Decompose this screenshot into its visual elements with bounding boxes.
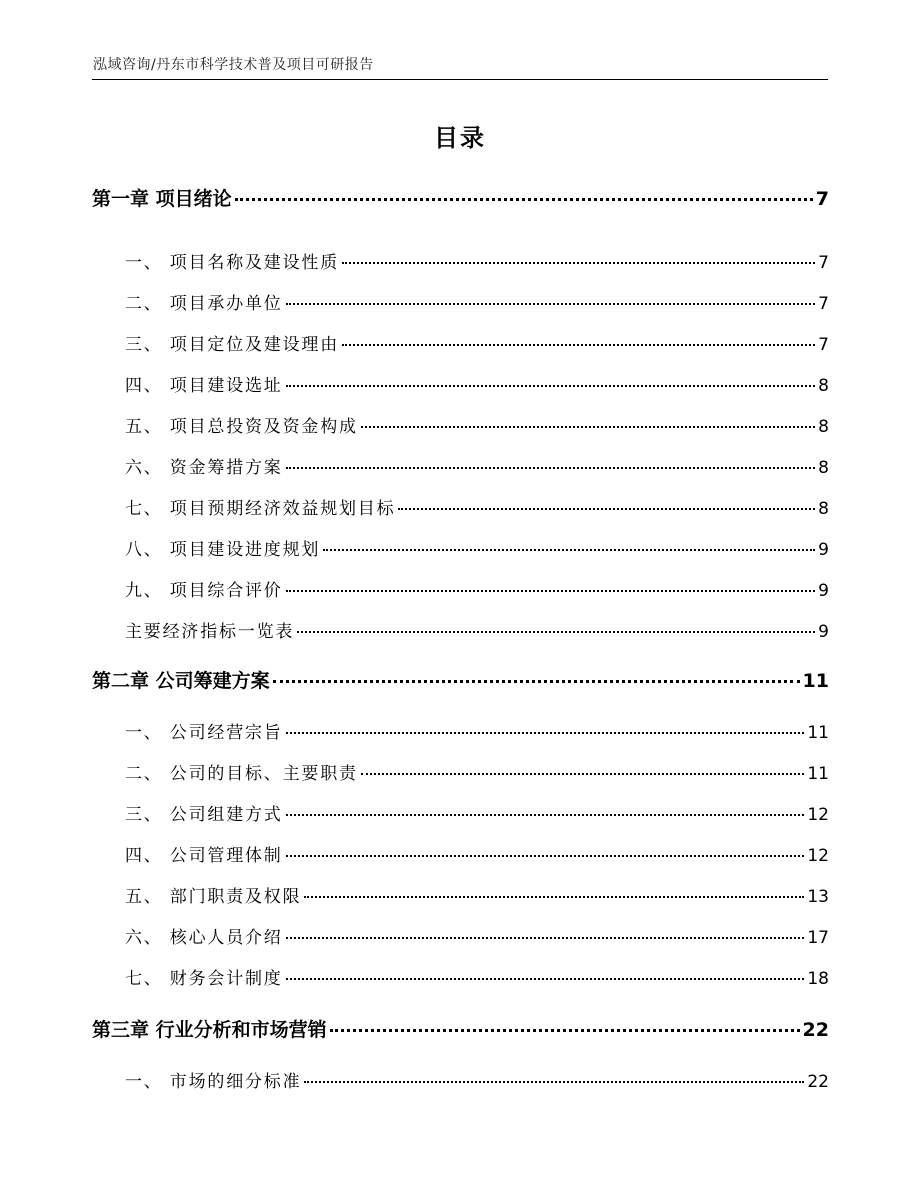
dot-leader [304,1081,804,1083]
dot-leader [235,198,813,201]
toc-entry-label: 六、 核心人员介绍 [125,928,283,948]
toc-entry-label: 三、 项目定位及建设理由 [125,335,340,355]
toc-entry-label: 八、 项目建设进度规划 [125,540,321,560]
toc-section-entry[interactable] [125,289,829,314]
dot-leader [342,262,815,264]
dot-leader [323,549,815,551]
toc-section-entry[interactable] [125,248,829,273]
toc-entry-label: 第三章 行业分析和市场营销 [92,1019,327,1041]
toc-page-number: 7 [818,335,829,355]
toc-section-entry[interactable] [125,576,829,601]
toc-page-number: 9 [818,622,829,642]
toc-section-entry[interactable] [125,841,829,866]
toc-entry-label: 第一章 项目绪论 [92,188,232,210]
toc-section-entry[interactable] [125,718,829,743]
toc-entry-label: 五、 项目总投资及资金构成 [125,417,358,437]
toc-section-entry[interactable] [125,330,829,355]
dot-leader [342,344,815,346]
toc-entry-label: 七、 项目预期经济效益规划目标 [125,499,396,519]
toc-section-entry[interactable] [125,494,829,519]
toc-entry-label: 一、 公司经营宗旨 [125,723,283,743]
toc-section-entry[interactable] [125,535,829,560]
toc-section-entry[interactable] [125,1067,829,1092]
toc-section-entry[interactable] [125,964,829,989]
dot-leader [286,855,805,857]
toc-section-entry[interactable] [125,453,829,478]
toc-page-number: 12 [807,846,829,866]
toc-entry-label: 三、 公司组建方式 [125,805,283,825]
toc-entry-label: 二、 公司的目标、主要职责 [125,764,358,784]
toc-page-number: 7 [818,294,829,314]
toc-entry-label: 五、 部门职责及权限 [125,887,302,907]
toc-page-number: 18 [807,969,829,989]
toc-entry-label: 一、 项目名称及建设性质 [125,253,340,273]
toc-page-number: 11 [807,723,829,743]
toc-entry-label: 七、 财务会计制度 [125,969,283,989]
toc-page-number: 8 [818,417,829,437]
toc-section-entry[interactable] [125,882,829,907]
page-title: 目录 [434,124,486,152]
running-header: 泓域咨询/丹东市科学技术普及项目可研报告 [93,57,374,73]
toc-page-number: 13 [807,887,829,907]
dot-leader [286,385,816,387]
toc-page-number: 22 [802,1019,829,1041]
toc-page-number: 11 [802,670,829,692]
toc-chapter-entry[interactable] [92,1015,829,1042]
toc-entry-label: 九、 项目综合评价 [125,581,283,601]
toc-entry-label: 六、 资金筹措方案 [125,458,283,478]
toc-entry-label: 一、 市场的细分标准 [125,1072,302,1092]
dot-leader [361,426,815,428]
dot-leader [361,773,805,775]
toc-page-number: 12 [807,805,829,825]
dot-leader [304,896,804,898]
toc-section-entry[interactable] [125,412,829,437]
dot-leader [286,467,816,469]
dot-leader [286,732,805,734]
header-divider [92,79,828,80]
dot-leader [273,680,800,683]
toc-entry-label: 第二章 公司筹建方案 [92,670,270,692]
toc-page-number: 11 [807,764,829,784]
toc-page-number: 22 [807,1072,829,1092]
dot-leader [398,508,815,510]
dot-leader [286,590,816,592]
toc-page-number: 9 [818,540,829,560]
toc-entry-label: 四、 公司管理体制 [125,846,283,866]
dot-leader [330,1029,800,1032]
toc-chapter-entry[interactable] [92,666,829,693]
toc-section-entry[interactable] [125,759,829,784]
dot-leader [286,978,805,980]
toc-chapter-entry[interactable] [92,184,829,211]
toc-entry-label: 主要经济指标一览表 [125,622,295,642]
toc-entry-label: 四、 项目建设选址 [125,376,283,396]
dot-leader [286,937,805,939]
toc-page-number: 8 [818,376,829,396]
toc-page-number: 8 [818,458,829,478]
toc-page-number: 7 [818,253,829,273]
toc-page-number: 17 [807,928,829,948]
dot-leader [286,814,805,816]
toc-section-entry[interactable] [125,371,829,396]
toc-section-entry[interactable] [125,800,829,825]
toc-page-number: 9 [818,581,829,601]
dot-leader [297,631,815,633]
toc-page-number: 8 [818,499,829,519]
toc-entry-label: 二、 项目承办单位 [125,294,283,314]
toc-page-number: 7 [815,188,829,210]
toc-section-entry[interactable] [125,617,829,642]
dot-leader [286,303,816,305]
toc-section-entry[interactable] [125,923,829,948]
